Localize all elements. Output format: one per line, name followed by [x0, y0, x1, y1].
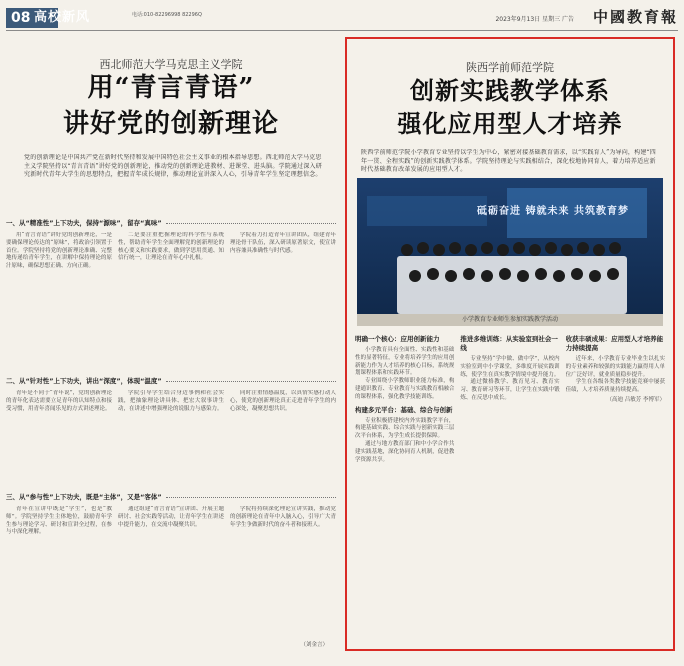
- section-title: 高校新风: [34, 10, 91, 25]
- left-section-2-col-3: [230, 390, 336, 496]
- date-line: 2023年9月13日 星期三 广告: [495, 16, 574, 23]
- paragraph: 青年在宣讲中既是“学生”，也是“教师”。学院坚持学生主体地位，鼓励青年学生参与理论学习、研讨和宣讲全过程，在参与中深化理解。: [6, 506, 112, 536]
- paragraph: 学院引导学生结合身边事例和社会实践，把抽象理论讲具体、把宏大叙事讲生动，在讲述中增强理论的说服力与感染力。: [118, 390, 224, 412]
- left-section-1-col-1: [6, 232, 112, 382]
- left-section-3-col-1: [6, 506, 112, 640]
- masthead-rule: [6, 30, 678, 31]
- paragraph: 小学教育具有全面性、实践性和基础性的显著特征，专业将培养学生的应用创新能力作为人才培养的核心目标，系统规划课程体系和实践环节。: [355, 347, 455, 377]
- right-intro: [361, 149, 659, 175]
- left-section-3-col-2: [118, 506, 224, 640]
- photo-caption: 小学教育专业师生参加实践教学活动: [461, 316, 558, 323]
- left-subhead-1: [6, 218, 336, 228]
- right-kicker: 陕西学前师范学院: [466, 61, 554, 74]
- paragraph: 通过组建“青言青语”宣讲团、开展主题研讨、社会实践等活动，让青年学生在讲述中提升能力，在交流中凝聚共识。: [118, 506, 224, 528]
- right-signature: （高迪 吕敏芳 李博军）: [606, 396, 665, 403]
- paragraph: 二是要注重把握理论的科学性与系统性，帮助青年学生全面理解党的创新理论的核心要义和实践要求，做到学思用贯通、知信行统一，让理论在青年心中扎根。: [118, 232, 224, 262]
- right-col-2: [460, 331, 559, 643]
- left-intro-text: 党的创新理论是中国共产党在新时代坚持和发展中国特色社会主义事业的根本指导思想。西北师范大学马克思主义学院坚持以“青言青语”讲好党的创新理论，推动党的创新理论进教材、进课堂、进头脑。学院通过深入研究新时代青年大学生的思想特点，把握青年成长规律，推动理论宣讲深入人心，引导青年学生坚定理想信念。: [24, 154, 322, 179]
- paragraph: 用“青言青语”讲好党的创新理论，一是要确保理论传达的“原味”，将政治引领置于首位。学院坚持将党的创新理论准确、完整地传递给青年学生，在讲解中保持理论的原汁原味，确保思想正确、方向正确。: [6, 232, 112, 270]
- right-col-1: [355, 331, 454, 643]
- paper-logo: 中國教育報: [592, 8, 678, 26]
- group-photo: [357, 178, 663, 326]
- left-intro: [24, 154, 324, 214]
- paragraph: 学院着力打造青年宣讲团队，组建青年理论骨干队伍，深入研读原著原文，使宣讲内容兼具准确性与时代感。: [230, 232, 336, 254]
- left-headline-line1: 用“青言青语”: [87, 73, 255, 103]
- paragraph: 学生在各级各类教学技能竞赛中屡获佳绩，人才培养质量持续提高。: [565, 379, 665, 394]
- right-headline-line2: 强化应用型人才培养: [397, 109, 623, 138]
- paragraph: 同时注重情感温度，以真情实感打动人心，使党的创新理论真正走进青年学生的内心深处，凝聚思想共识。: [230, 390, 336, 412]
- photo-banner-text: 砥砺奋进 铸就未来 共筑教育梦: [477, 206, 629, 217]
- paragraph: 近年来，小学教育专业毕业生以扎实的专业素养和较强的实践能力赢得用人单位广泛好评，就业质量稳步提升。: [565, 356, 665, 378]
- right-article: [345, 37, 675, 651]
- paragraph: 通过与地方教育部门和中小学合作共建实践基地，深化协同育人机制，促进教学资源共享。: [355, 440, 455, 463]
- left-subhead-3-text: 三、从“参与性”上下功夫，既是“主体”，又是“客体”: [6, 493, 162, 501]
- right-headline-line1: 创新实践教学体系: [410, 76, 610, 105]
- left-section-3-cols: [6, 506, 336, 640]
- right-col-3: [566, 331, 665, 643]
- left-section-1-cols: [6, 232, 336, 382]
- left-headline-line2: 讲好党的创新理论: [62, 109, 279, 139]
- left-section-1-col-2: [118, 232, 224, 382]
- section-contact: 电话:010-82296998 82296Q: [132, 12, 202, 18]
- left-section-3-col-3: [230, 506, 336, 640]
- paragraph: 专业坚持“学中做、做中学”，从校内实验室到中小学课堂，多维度开展实践训练，使学生在真实教学情境中提升能力。: [460, 356, 560, 378]
- left-subhead-1-text: 一、从“精准性”上下功夫，保持“源味”，留存“真味”: [6, 219, 162, 227]
- left-section-1-col-3: [230, 232, 336, 382]
- right-intro-text: 陕西学前师范学院小学教育专业坚持以学生为中心，紧密对接基础教育需求，以“实践育人”为导向，构建“四年一贯、全程实践”的创新实践教学体系。学院坚持理论与实践相结合，深化校地协同育人，着力培养适应新时代基础教育改革发展的应用型人才。: [361, 149, 657, 174]
- left-section-2-col-1: [6, 390, 112, 496]
- right-section-2-title: 推进多维训练：从实验室到社会一线: [460, 335, 558, 352]
- group-photo-image: [357, 178, 663, 326]
- paragraph: 青年是不同于“青年说”，党的创新理论的青年化表达需要立足青年的认知特点和接受习惯，用青年喜闻乐见的方式讲述理论。: [6, 390, 112, 412]
- left-kicker: 西北师范大学马克思主义学院: [99, 58, 243, 71]
- right-section-1-title: 明确一个核心：应用创新能力: [355, 335, 440, 343]
- right-body-cols: [355, 331, 665, 643]
- paragraph: 专业围绕小学教师职业能力标准，构建通识教育、专业教育与实践教育相融合的课程体系，强化教学技能训练。: [355, 378, 455, 400]
- left-subhead-3: [6, 492, 336, 502]
- masthead: [6, 8, 678, 30]
- left-subhead-2-text: 二、从“针对性”上下功夫，讲出“深度”，体现“温度”: [6, 377, 162, 385]
- left-section-2-col-2: [118, 390, 224, 496]
- left-signature: （刘金言）: [300, 642, 328, 648]
- right-section-3-title: 构建多元平台：基础、综合与创新: [355, 405, 453, 414]
- paragraph: 学院将持续深化理论宣讲实践，推动党的创新理论在青年中入脑入心，引导广大青年学生争做新时代的奋斗者和接班人。: [230, 506, 336, 528]
- left-section-2-cols: [6, 390, 336, 496]
- left-article: [6, 36, 336, 650]
- paragraph: 通过微格教学、教育见习、教育实习、教育研习等环节，让学生在实践中锻炼、在反思中成长。: [460, 379, 560, 401]
- page-number: 08: [6, 8, 58, 28]
- left-subhead-2: [6, 376, 336, 386]
- paragraph: 专业积极搭建校内外实践教学平台，构建基础实践、综合实践与创新实践三层次平台体系，为学生成长提供保障。: [355, 417, 455, 440]
- right-section-4-title: 收获丰硕成果：应用型人才培养能力持续提高: [565, 335, 664, 352]
